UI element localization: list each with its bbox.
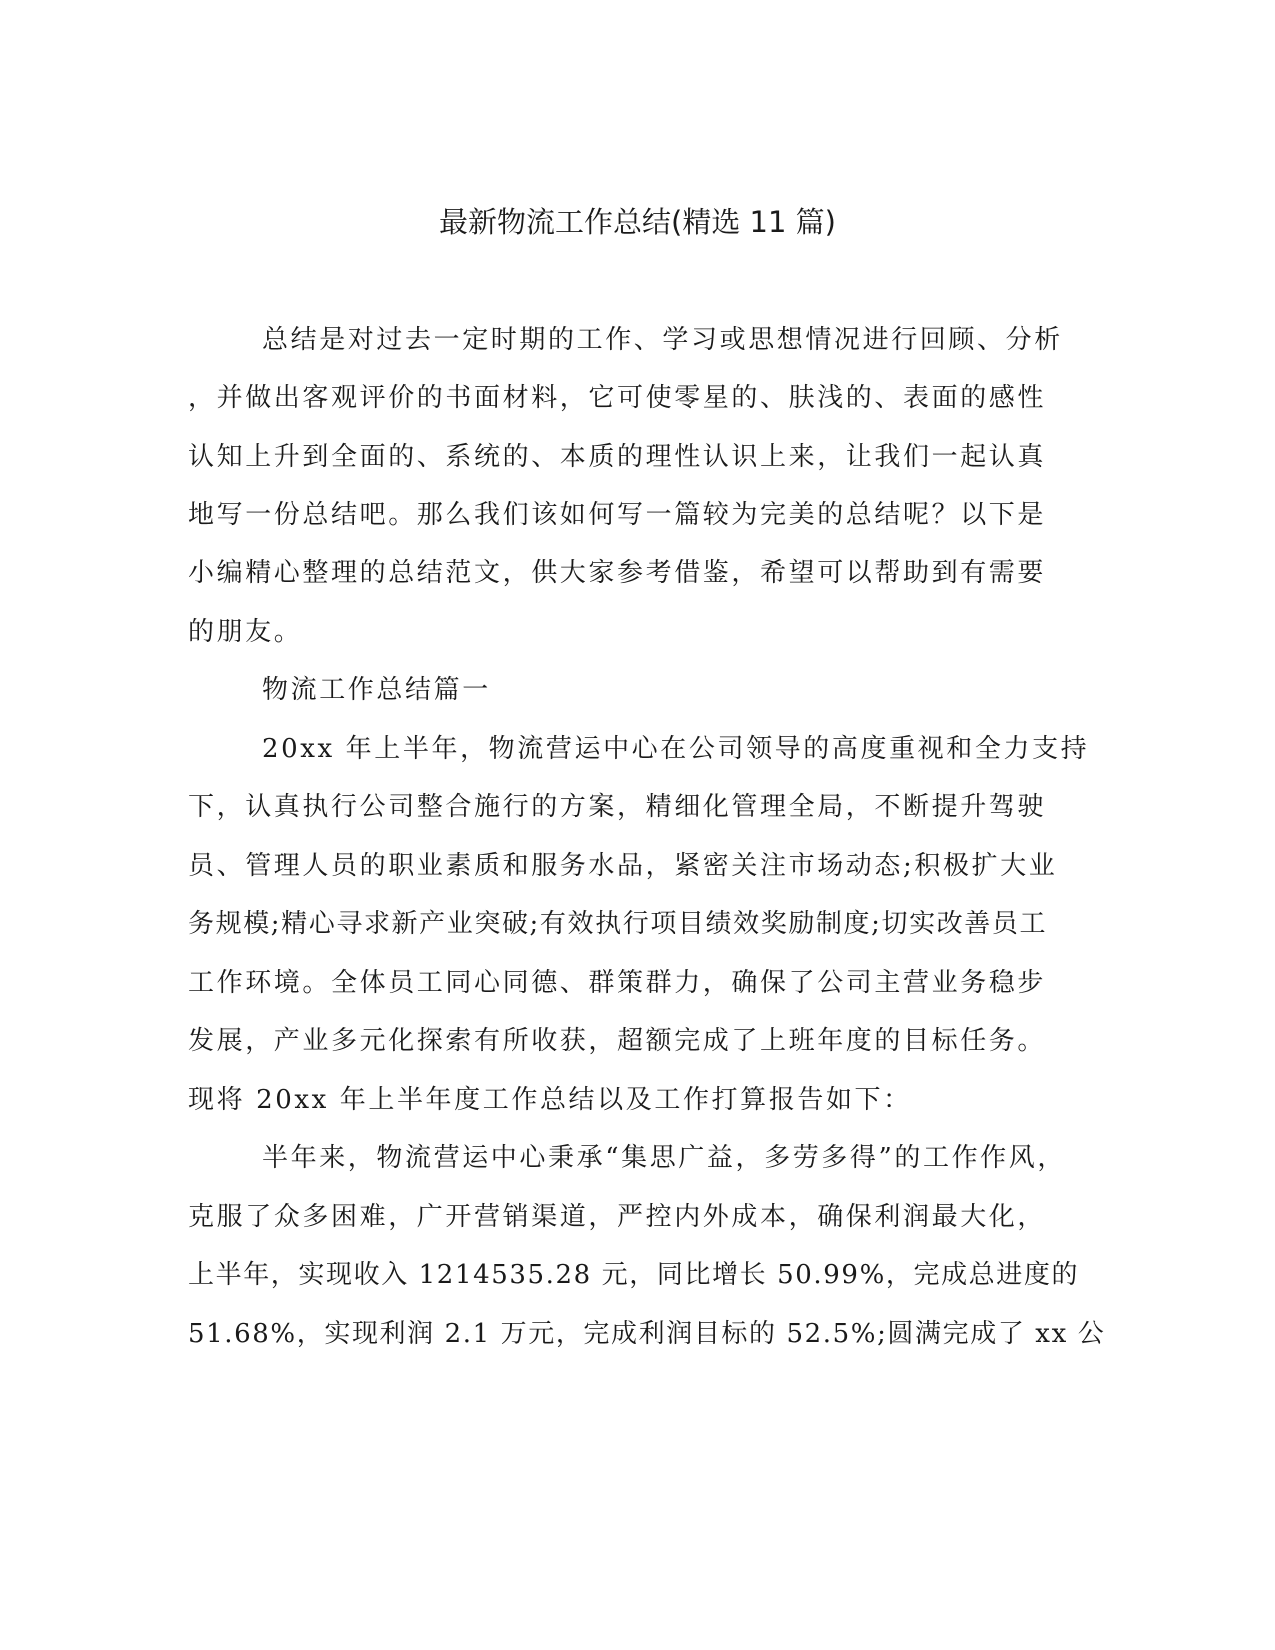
paragraph-line: 下，认真执行公司整合施行的方案，精细化管理全局，不断提升驾驶 <box>188 792 1047 822</box>
paragraph-line: 现将 20xx 年上半年度工作总结以及工作打算报告如下： <box>188 1085 912 1115</box>
paragraph-line: 发展，产业多元化探索有所收获，超额完成了上班年度的目标任务。 <box>188 1026 1047 1056</box>
paragraph-line: 总结是对过去一定时期的工作、学习或思想情况进行回顾、分析 <box>262 325 1063 355</box>
paragraph-line: 员、管理人员的职业素质和服务水品，紧密关注市场动态;积极扩大业 <box>188 851 1058 881</box>
paragraph-line: 工作环境。全体员工同心同德、群策群力，确保了公司主营业务稳步 <box>188 968 1047 998</box>
paragraph-line: 地写一份总结吧。那么我们该如何写一篇较为完美的总结呢？以下是 <box>188 500 1047 530</box>
document-title: 最新物流工作总结(精选 11 篇) <box>439 205 836 239</box>
paragraph-line: 克服了众多困难，广开营销渠道，严控内外成本，确保利润最大化， <box>188 1202 1047 1232</box>
paragraph-line: 上半年，实现收入 1214535.28 元，同比增长 50.99%，完成总进度的 <box>188 1260 1080 1290</box>
paragraph-line: 20xx 年上半年，物流营运中心在公司领导的高度重视和全力支持 <box>262 734 1090 764</box>
section-heading: 物流工作总结篇一 <box>262 675 491 705</box>
paragraph-line: 认知上升到全面的、系统的、本质的理性认识上来，让我们一起认真 <box>188 442 1047 472</box>
paragraph-line: 务规模;精心寻求新产业突破;有效执行项目绩效奖励制度;切实改善员工 <box>188 909 1048 939</box>
paragraph-line: 51.68%，实现利润 2.1 万元，完成利润目标的 52.5%;圆满完成了 xx 公 <box>188 1319 1106 1349</box>
paragraph-line: ，并做出客观评价的书面材料，它可使零星的、肤浅的、表面的感性 <box>188 383 1047 413</box>
paragraph-line: 小编精心整理的总结范文，供大家参考借鉴，希望可以帮助到有需要 <box>188 558 1047 588</box>
paragraph-line: 的朋友。 <box>188 617 303 647</box>
paragraph-line: 半年来，物流营运中心秉承“集思广益，多劳多得”的工作作风， <box>262 1143 1066 1173</box>
